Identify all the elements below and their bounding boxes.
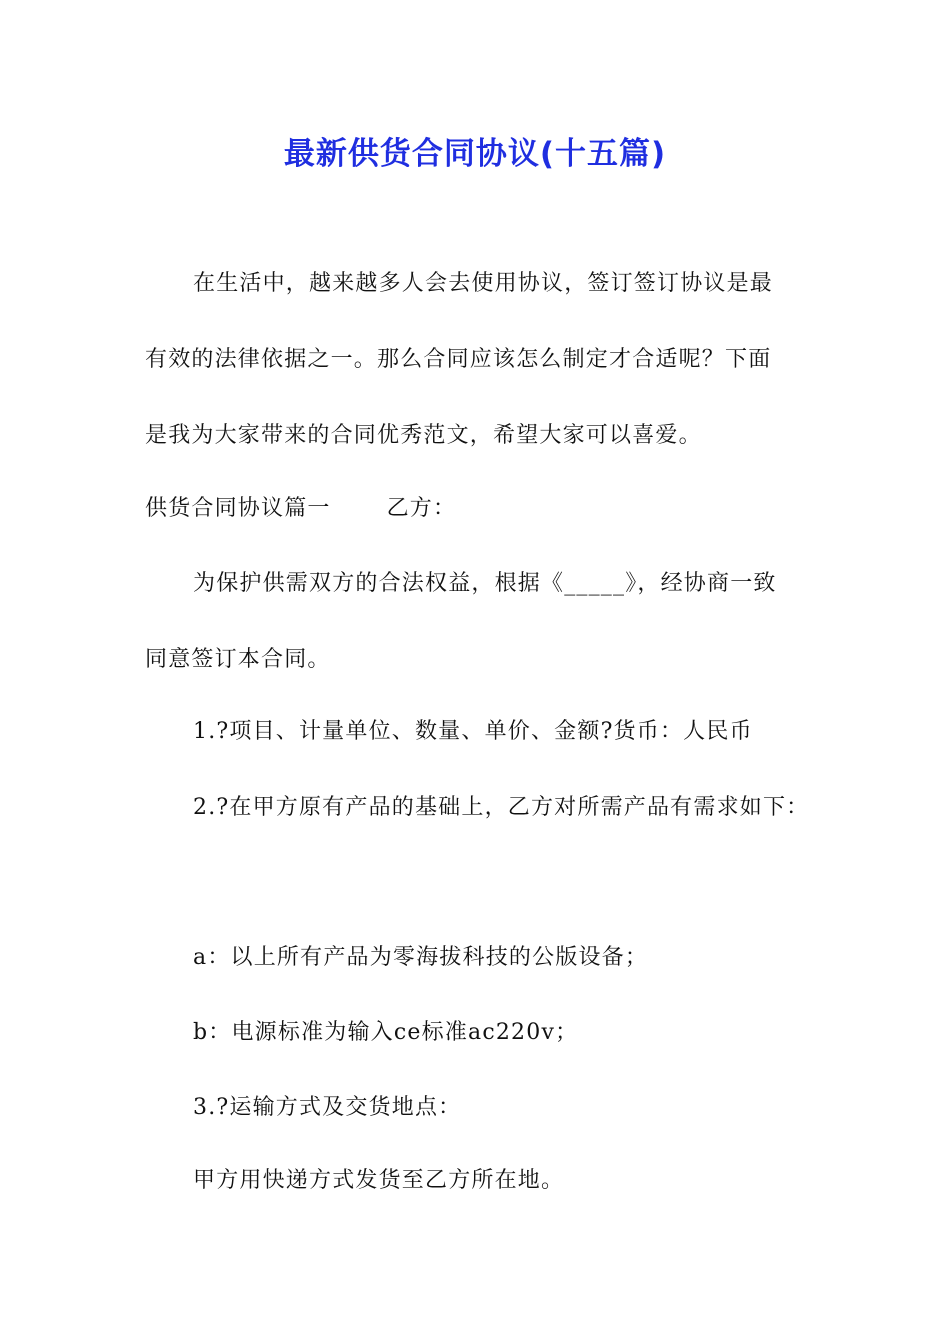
party-b-label: 乙方： [386, 496, 457, 521]
item-2: 2.?在甲方原有产品的基础上，乙方对所需产品有需求如下： [193, 795, 810, 820]
intro-line-3: 是我为大家带来的合同优秀范文，希望大家可以喜爱。 [145, 423, 702, 448]
section-heading-line [145, 493, 456, 525]
paragraph-1-line-1: 为保护供需双方的合法权益，根据《_____》，经协商一致 [193, 571, 777, 596]
sub-item-b: b：电源标准为输入ce标准ac220v； [193, 1020, 579, 1045]
intro-line-2: 有效的法律依据之一。那么合同应该怎么制定才合适呢？下面 [145, 347, 772, 372]
item-1: 1.?项目、计量单位、数量、单价、金额?货币：人民币 [193, 719, 753, 744]
document-title: 最新供货合同协议(十五篇) [283, 136, 667, 172]
paragraph-1-line-2: 同意签订本合同。 [145, 647, 331, 672]
sub-item-a: a：以上所有产品为零海拔科技的公版设备； [193, 945, 649, 970]
item-3: 3.?运输方式及交货地点： [193, 1095, 462, 1120]
section-heading: 供货合同协议篇一 [145, 496, 331, 521]
delivery-text: 甲方用快递方式发货至乙方所在地。 [193, 1168, 565, 1193]
intro-line-1: 在生活中，越来越多人会去使用协议，签订签订协议是最 [193, 271, 774, 296]
